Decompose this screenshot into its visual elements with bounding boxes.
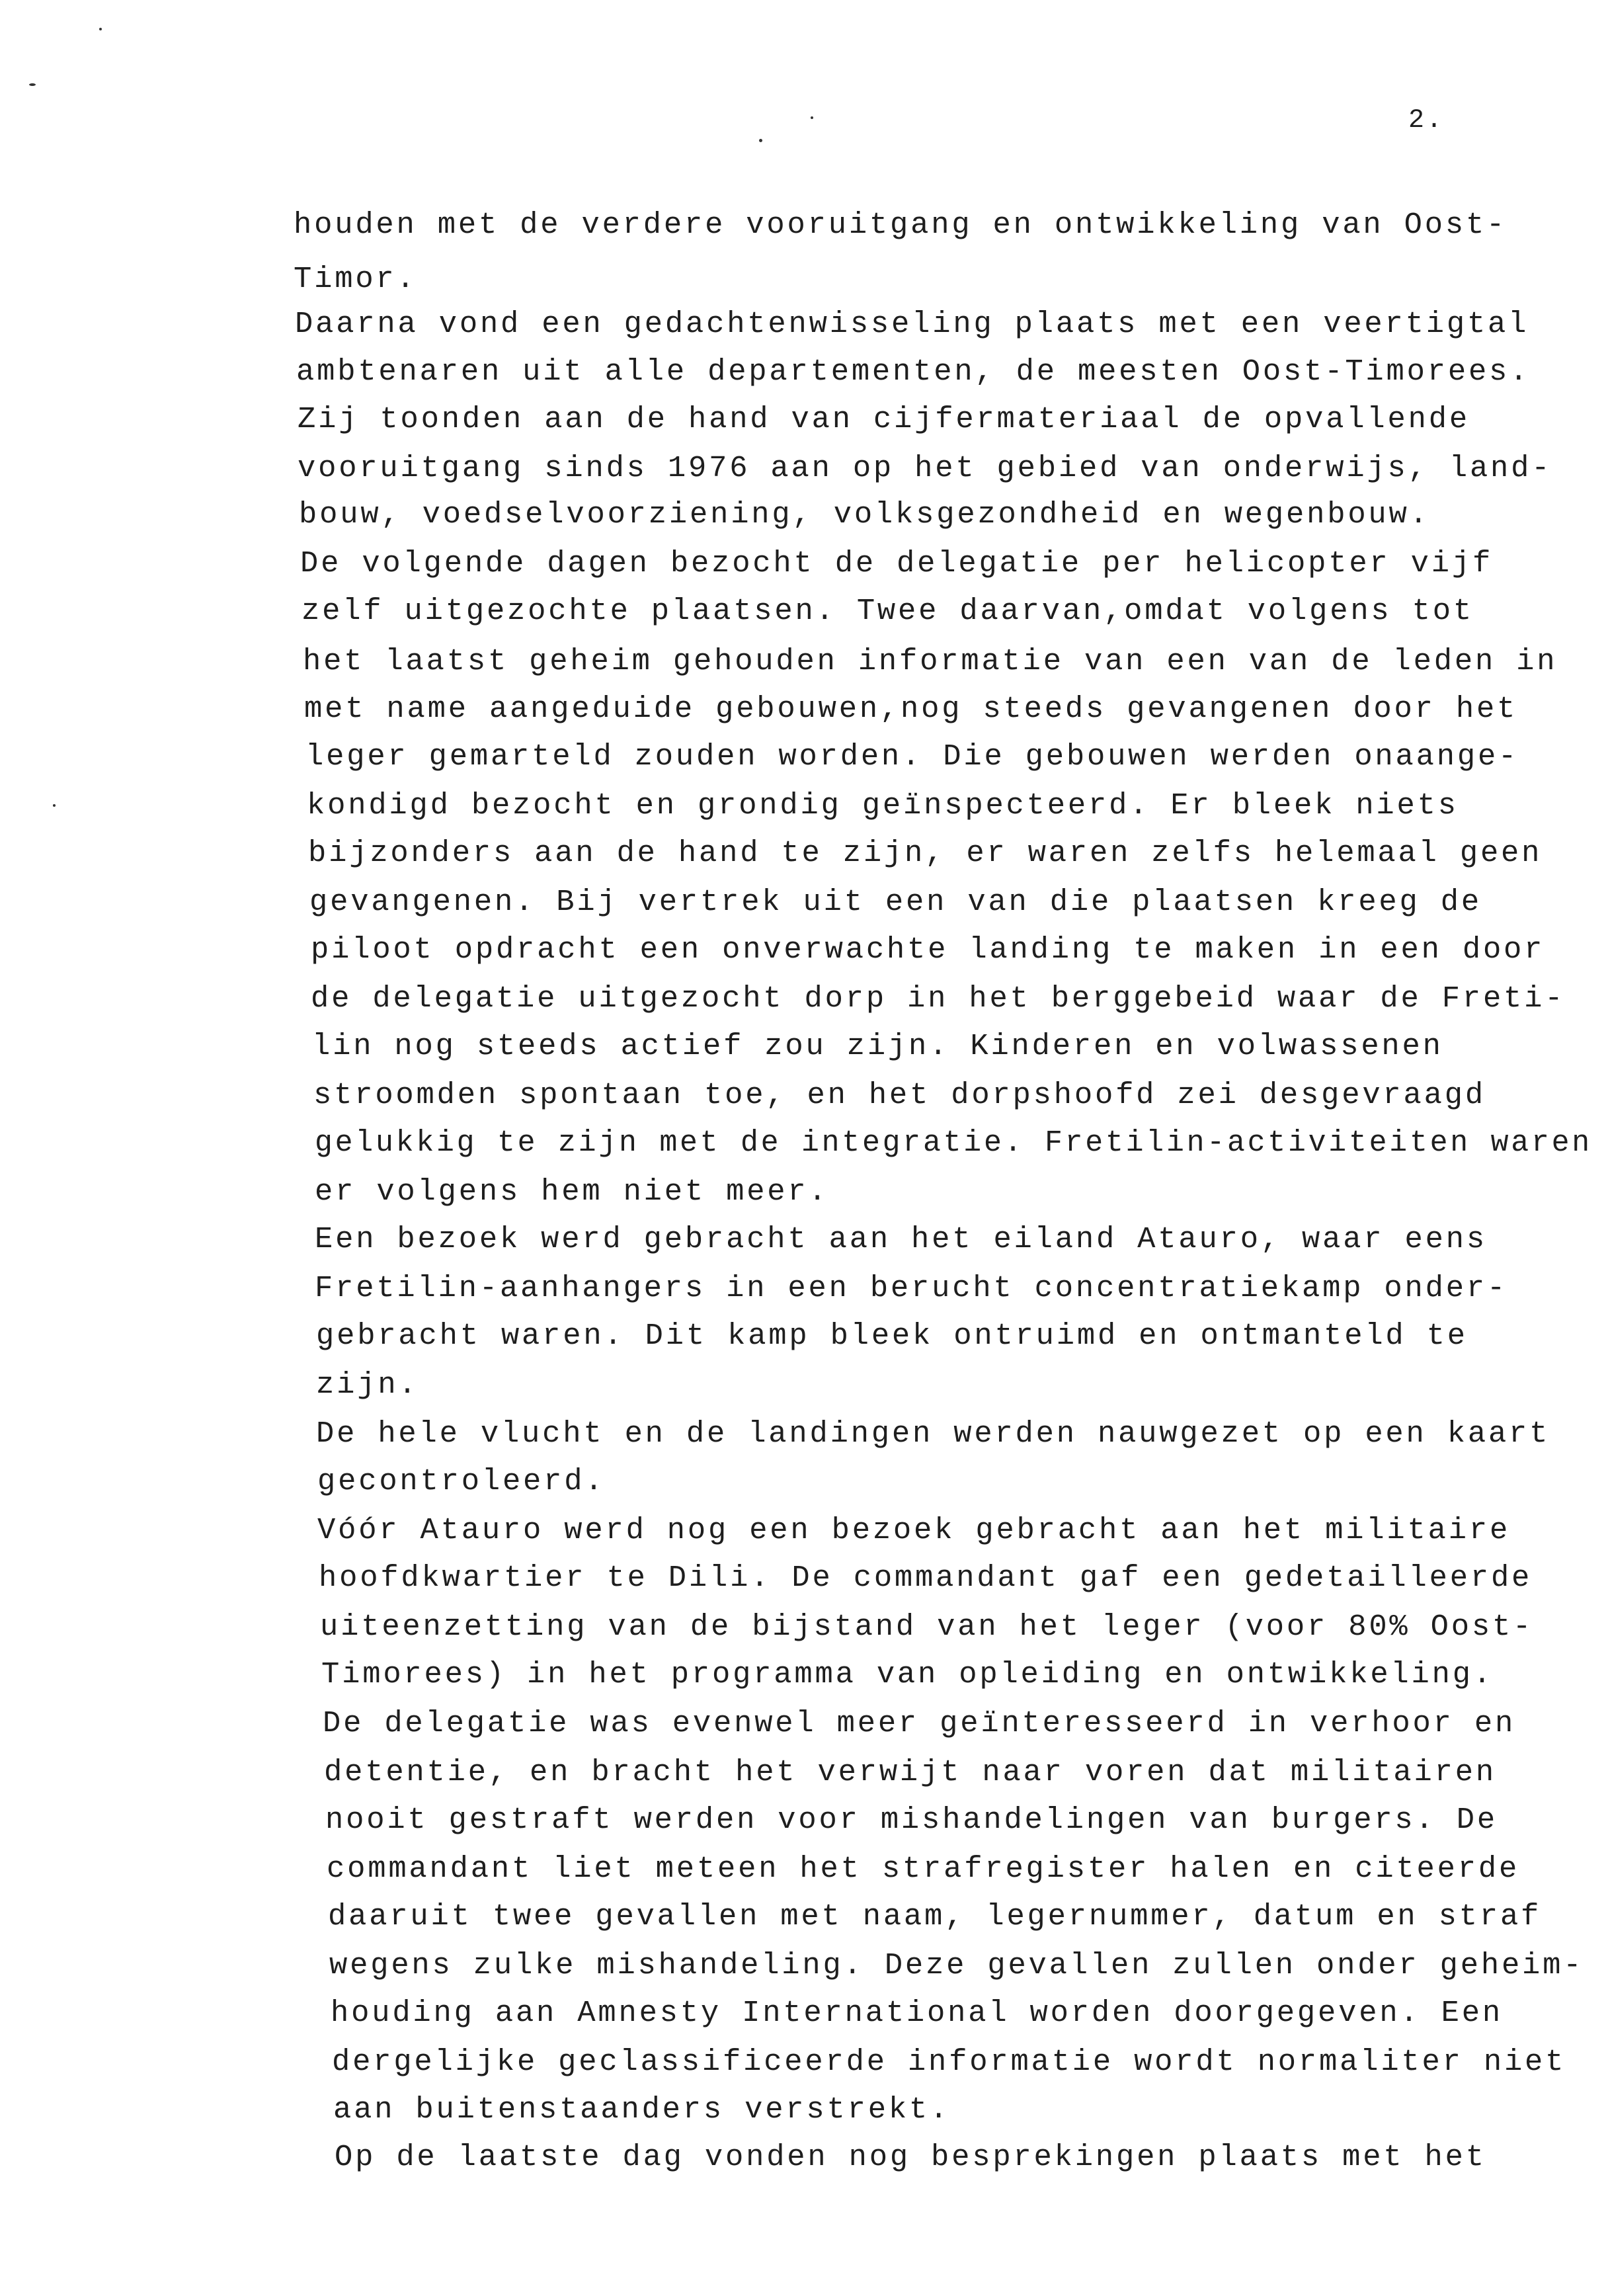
text-line: bouw, voedselvoorziening, volksgezondheid en wegenbouw. bbox=[299, 497, 1430, 532]
text-line: De volgende dagen bezocht de delegatie per helicopter vijf bbox=[300, 546, 1494, 581]
text-line: Vóór Atauro werd nog een bezoek gebracht aan het militaire bbox=[317, 1513, 1511, 1547]
text-line: de delegatie uitgezocht dorp in het berggebeid waar de Freti- bbox=[311, 981, 1566, 1016]
text-line: kondigd bezocht en grondig geïnspecteerd. Er bleek niets bbox=[307, 788, 1459, 823]
text-line: zijn. bbox=[316, 1368, 419, 1402]
text-line: gevangenen. Bij vertrek uit een van die plaatsen kreeg de bbox=[309, 885, 1482, 919]
text-line: uiteenzetting van de bijstand van het leger (voor 80% Oost- bbox=[320, 1610, 1534, 1644]
text-line: hoofdkwartier te Dili. De commandant gaf een gedetailleerde bbox=[319, 1561, 1533, 1595]
text-line: gecontroleerd. bbox=[317, 1464, 606, 1498]
text-line: Op de laatste dag vonden nog besprekingen plaats met het bbox=[335, 2140, 1486, 2174]
text-line: houding aan Amnesty International worden doorgegeven. Een bbox=[331, 1996, 1503, 2030]
text-line: gelukkig te zijn met de integratie. Fretilin-activiteiten waren bbox=[315, 1126, 1592, 1160]
text-line: commandant liet meteen het strafregister halen en citeerde bbox=[327, 1852, 1520, 1886]
text-line: bijzonders aan de hand te zijn, er waren zelfs helemaal geen bbox=[308, 836, 1543, 870]
scan-speck bbox=[53, 804, 56, 807]
scan-speck bbox=[811, 116, 813, 119]
text-line: detentie, en bracht het verwijt naar voren dat militairen bbox=[324, 1755, 1496, 1789]
text-line: zelf uitgezochte plaatsen. Twee daarvan,omdat volgens tot bbox=[302, 594, 1474, 628]
text-line: Daarna vond een gedachtenwisseling plaats met een veertigtal bbox=[295, 307, 1529, 341]
text-line: Een bezoek werd gebracht aan het eiland Atauro, waar eens bbox=[315, 1222, 1487, 1256]
page-number: 2. bbox=[1408, 106, 1445, 136]
scan-speck bbox=[759, 139, 762, 142]
text-line: met name aangeduide gebouwen,nog steeds gevangenen door het bbox=[304, 692, 1518, 726]
text-line: houden met de verdere vooruitgang en ontwikkeling van Oost- bbox=[294, 208, 1508, 242]
text-line: wegens zulke mishandeling. Deze gevallen zullen onder geheim- bbox=[329, 1948, 1584, 1983]
scan-speck bbox=[29, 83, 36, 86]
text-line: Timor. bbox=[294, 262, 417, 296]
text-line: dergelijke geclassificeerde informatie wordt normaliter niet bbox=[332, 2045, 1566, 2079]
text-line: Fretilin-aanhangers in een berucht concentratiekamp onder- bbox=[315, 1271, 1508, 1305]
text-line: vooruitgang sinds 1976 aan op het gebied van onderwijs, land- bbox=[298, 451, 1552, 485]
text-line: De delegatie was evenwel meer geïnteresseerd in verhoor en bbox=[323, 1706, 1516, 1741]
text-line: piloot opdracht een onverwachte landing te maken in een door bbox=[311, 932, 1545, 967]
text-line: daaruit twee gevallen met naam, legernummer, datum en straf bbox=[328, 1899, 1542, 1934]
text-line: nooit gestraft werden voor mishandelingen van burgers. De bbox=[325, 1803, 1498, 1837]
text-line: De hele vlucht en de landingen werden nauwgezet op een kaart bbox=[316, 1416, 1550, 1451]
text-line: ambtenaren uit alle departementen, de meesten Oost-Timorees. bbox=[296, 354, 1531, 389]
text-line: aan buitenstaanders verstrekt. bbox=[333, 2092, 951, 2127]
text-line: het laatst geheim gehouden informatie van een van de leden in bbox=[303, 644, 1558, 678]
scan-speck bbox=[99, 28, 102, 30]
text-line: lin nog steeds actief zou zijn. Kinderen en volwassenen bbox=[312, 1029, 1443, 1063]
text-line: gebracht waren. Dit kamp bleek ontruimd en ontmanteld te bbox=[316, 1319, 1468, 1353]
text-line: er volgens hem niet meer. bbox=[315, 1174, 829, 1209]
text-line: stroomden spontaan toe, en het dorpshoofd zei desgevraagd bbox=[313, 1078, 1486, 1112]
text-line: Zij toonden aan de hand van cijfermateriaal de opvallende bbox=[298, 402, 1470, 436]
text-line: leger gemarteld zouden worden. Die gebouwen werden onaange- bbox=[305, 739, 1519, 774]
text-line: Timorees) in het programma van opleiding en ontwikkeling. bbox=[321, 1657, 1494, 1692]
